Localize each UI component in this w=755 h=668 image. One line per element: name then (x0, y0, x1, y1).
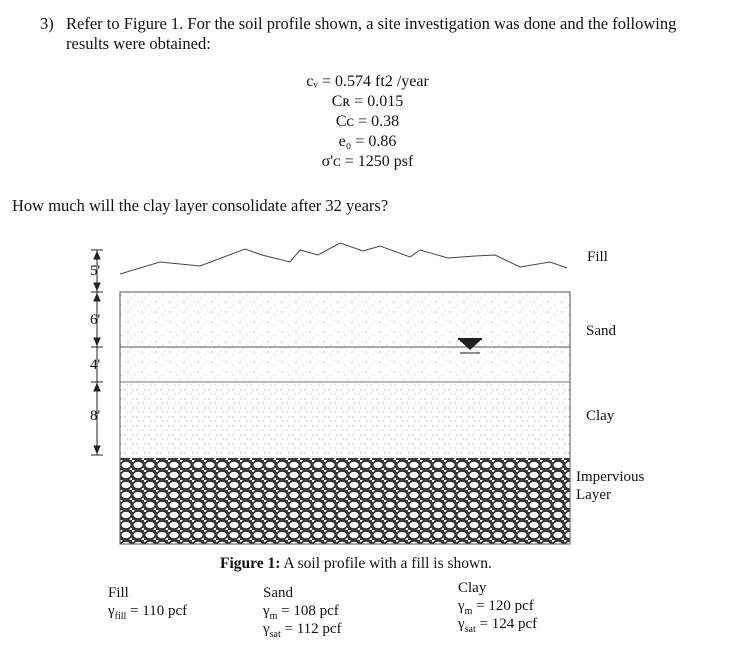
sand-layer (120, 292, 570, 382)
clay-gamma-sat: $\gamma_{sat} = 124$ pcf (458, 616, 538, 635)
figure-caption: Figure 1: A soil profile with a fill is shown. (220, 555, 492, 572)
sand-gamma-sat: $\gamma_{sat} = 112$ pcf (263, 621, 342, 640)
param-cr: Cʀ = 0.015 (331, 93, 404, 110)
param-e0: e₀ = 0.86 (338, 133, 397, 150)
param-cc: Cᴄ = 0.38 (335, 113, 400, 130)
layer-label-fill: Fill (587, 249, 608, 265)
clay-layer (120, 382, 570, 458)
layer-label-sand: Sand (586, 323, 616, 339)
layer-label-layer: Layer (576, 487, 611, 503)
dim-8ft: 8' (90, 408, 101, 424)
fill-gamma: $\gamma_{fill} = 110$ pcf (108, 603, 188, 622)
impervious-layer (120, 458, 570, 544)
param-sigma-c: σ'ᴄ = 1250 psf (321, 153, 414, 170)
layer-label-clay: Clay (586, 408, 615, 424)
problem-text-line1: Refer to Figure 1. For the soil profile shown, a site investigation was done and the following (66, 14, 677, 33)
fill-surface-line (120, 243, 567, 274)
clay-title: Clay (458, 580, 487, 596)
fill-title: Fill (108, 585, 129, 601)
layer-label-impervious: Impervious (576, 469, 645, 485)
dim-5ft: 5' (90, 263, 101, 279)
question-text: How much will the clay layer consolidate after 32 years? (12, 196, 389, 215)
problem-number: 3) (40, 14, 54, 33)
sand-gamma-m: $\gamma_m = 108$ pcf (263, 603, 339, 622)
problem-text-line2: results were obtained: (66, 34, 211, 53)
dim-6ft: 6' (90, 312, 101, 328)
param-cv: cᵥ = 0.574 ft2 /year (306, 73, 429, 90)
dim-4ft: 4' (90, 357, 101, 373)
clay-gamma-m: $\gamma_m = 120$ pcf (458, 598, 534, 617)
sand-title: Sand (263, 585, 293, 601)
